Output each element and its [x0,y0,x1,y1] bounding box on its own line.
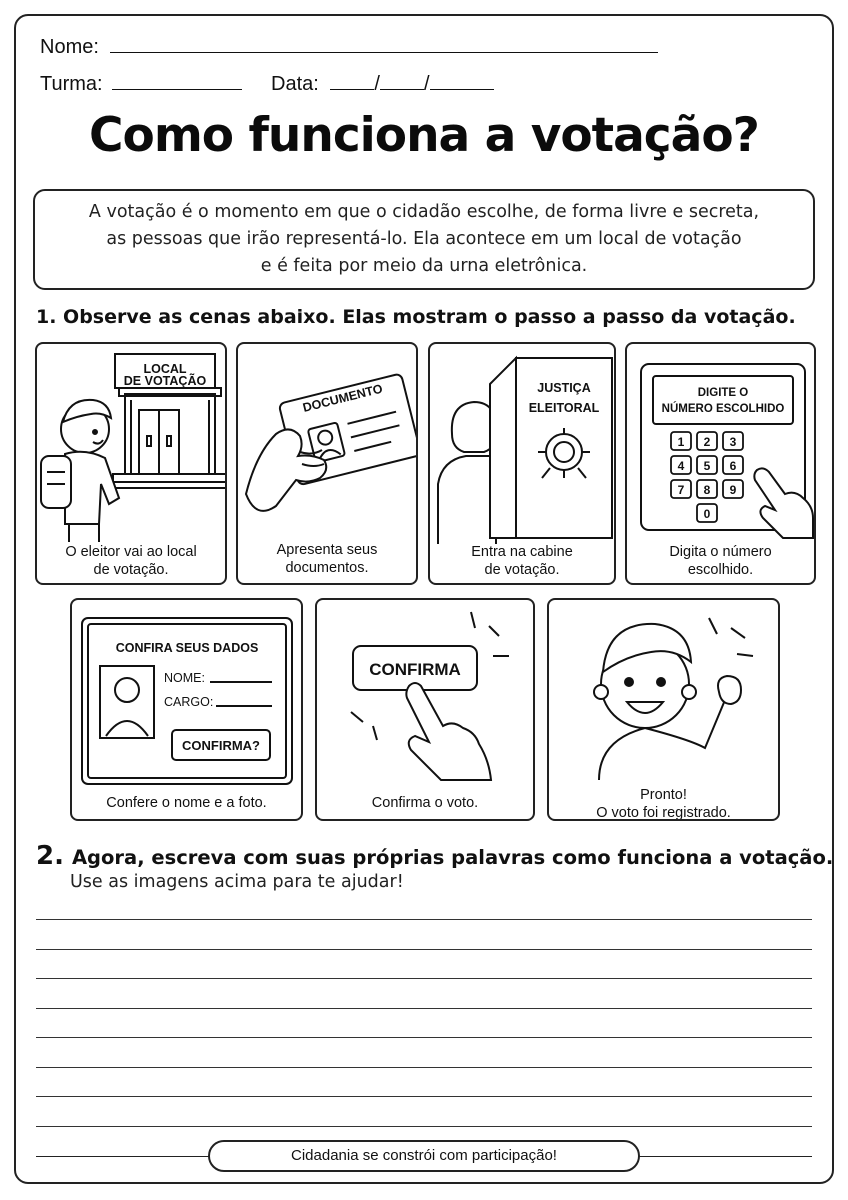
caption-line: O voto foi registrado. [596,805,731,821]
writing-line[interactable] [36,919,812,920]
step-panel-confirm-vote [315,598,535,821]
keypad-key-label: 8 [703,483,711,497]
step-panel-enter-booth [428,342,616,585]
name-field [40,33,658,59]
caption-line: Entra na cabine [471,544,573,560]
caption-line: escolhido. [687,562,754,578]
writing-line[interactable] [36,1096,812,1097]
keypad-key-label: 9 [729,483,737,497]
step-caption [37,543,225,579]
voting-machine-keypad [627,344,816,544]
writing-line[interactable] [36,1008,812,1009]
caption-line: Apresenta seus [276,542,378,558]
question-2-hint: Use as imagens acima para te ajudar! [70,872,404,892]
footer-divider-left [36,1156,212,1157]
writing-line[interactable] [36,949,812,950]
intro-line: A votação é o momento em que o cidadão escolhe, de forma livre e secreta, [88,202,760,222]
keypad-key-label: 6 [729,459,737,473]
intro-box [33,189,815,290]
question-2-number: 2. [36,841,64,871]
step-caption: Confere o nome e a foto. [106,795,267,811]
class-field [40,70,242,96]
date-month-line[interactable] [380,70,424,90]
step-caption [430,543,614,579]
confirm-question-button: CONFIRMA? [182,738,260,753]
caption-line: de votação. [484,562,560,578]
booth-label-2: ELEITORAL [528,401,600,415]
writing-line[interactable] [36,978,812,979]
name-line[interactable] [110,33,658,53]
caption-line: documentos. [285,560,369,576]
class-label: Turma: [40,73,103,95]
voting-booth-illustration [430,344,616,544]
caption-line: de votação. [93,562,169,578]
keypad-key-label: 4 [677,459,685,473]
caption-line: Pronto! [640,787,687,803]
question-2 [36,841,833,871]
keypad-key-label: 2 [703,435,711,449]
question-2-text: Agora, escreva com suas próprias palavras como funciona a votação. [71,846,834,869]
intro-line: as pessoas que irão representá-lo. Ela acontece em um local de votação [106,229,742,249]
step-caption: Confirma o voto. [371,795,479,811]
date-year-line[interactable] [430,70,494,90]
name-label: Nome: [40,36,99,58]
document-card-title: DOCUMENTO [301,381,385,415]
confirm-button-press-illustration [317,600,535,790]
data-screen-title: CONFIRA SEUS DADOS [115,641,259,655]
booth-label-1: JUSTIÇA [537,381,591,395]
keypad-screen-line-2: NÚMERO ESCOLHIDO [661,403,785,415]
name-field-label: NOME: [164,671,205,685]
step-panel-vote-registered [547,598,780,821]
keypad-key-label: 3 [729,435,737,449]
date-day-line[interactable] [330,70,374,90]
step-panel-show-documents [236,342,418,585]
step-panel-go-to-polling-place [35,342,227,585]
voter-walking-illustration [37,344,227,544]
page-title: Como funciona a votação? [89,108,759,163]
date-label: Data: [271,73,319,95]
keypad-key-label: 1 [677,435,685,449]
step-panel-check-data [70,598,303,821]
date-separator: / [423,73,430,95]
keypad-key-label: 5 [703,459,711,473]
caption-line: O eleitor vai ao local [65,544,197,560]
date-separator: / [374,73,380,95]
date-field [271,70,494,96]
keypad-key-label: 0 [703,507,711,521]
hand-with-document-illustration [238,344,418,544]
writing-line[interactable] [36,1126,812,1127]
writing-line[interactable] [36,1067,812,1068]
writing-line[interactable] [36,1037,812,1038]
footer-motto: Cidadania se constrói com participação! [208,1140,640,1172]
keypad-key-label: 7 [677,483,685,497]
step-caption [238,541,416,577]
polling-sign-text-2: DE VOTAÇÃO [123,374,207,388]
question-1: 1. Observe as cenas abaixo. Elas mostram o passo a passo da votação. [36,306,796,328]
caption-line: Digita o número [669,544,772,560]
keypad-screen-line-1: DIGITE O [697,387,749,399]
happy-voter-illustration [549,600,780,780]
confirm-button-label: CONFIRMA [369,660,461,679]
role-field-label: CARGO: [164,695,214,709]
class-line[interactable] [112,70,242,90]
step-caption [627,543,814,579]
polling-sign-text-1: LOCAL [143,362,187,376]
candidate-data-screen [72,600,303,790]
step-caption [549,786,778,821]
footer-divider-right [636,1156,812,1157]
step-panel-type-number [625,342,816,585]
intro-line: e é feita por meio da urna eletrônica. [260,256,588,276]
